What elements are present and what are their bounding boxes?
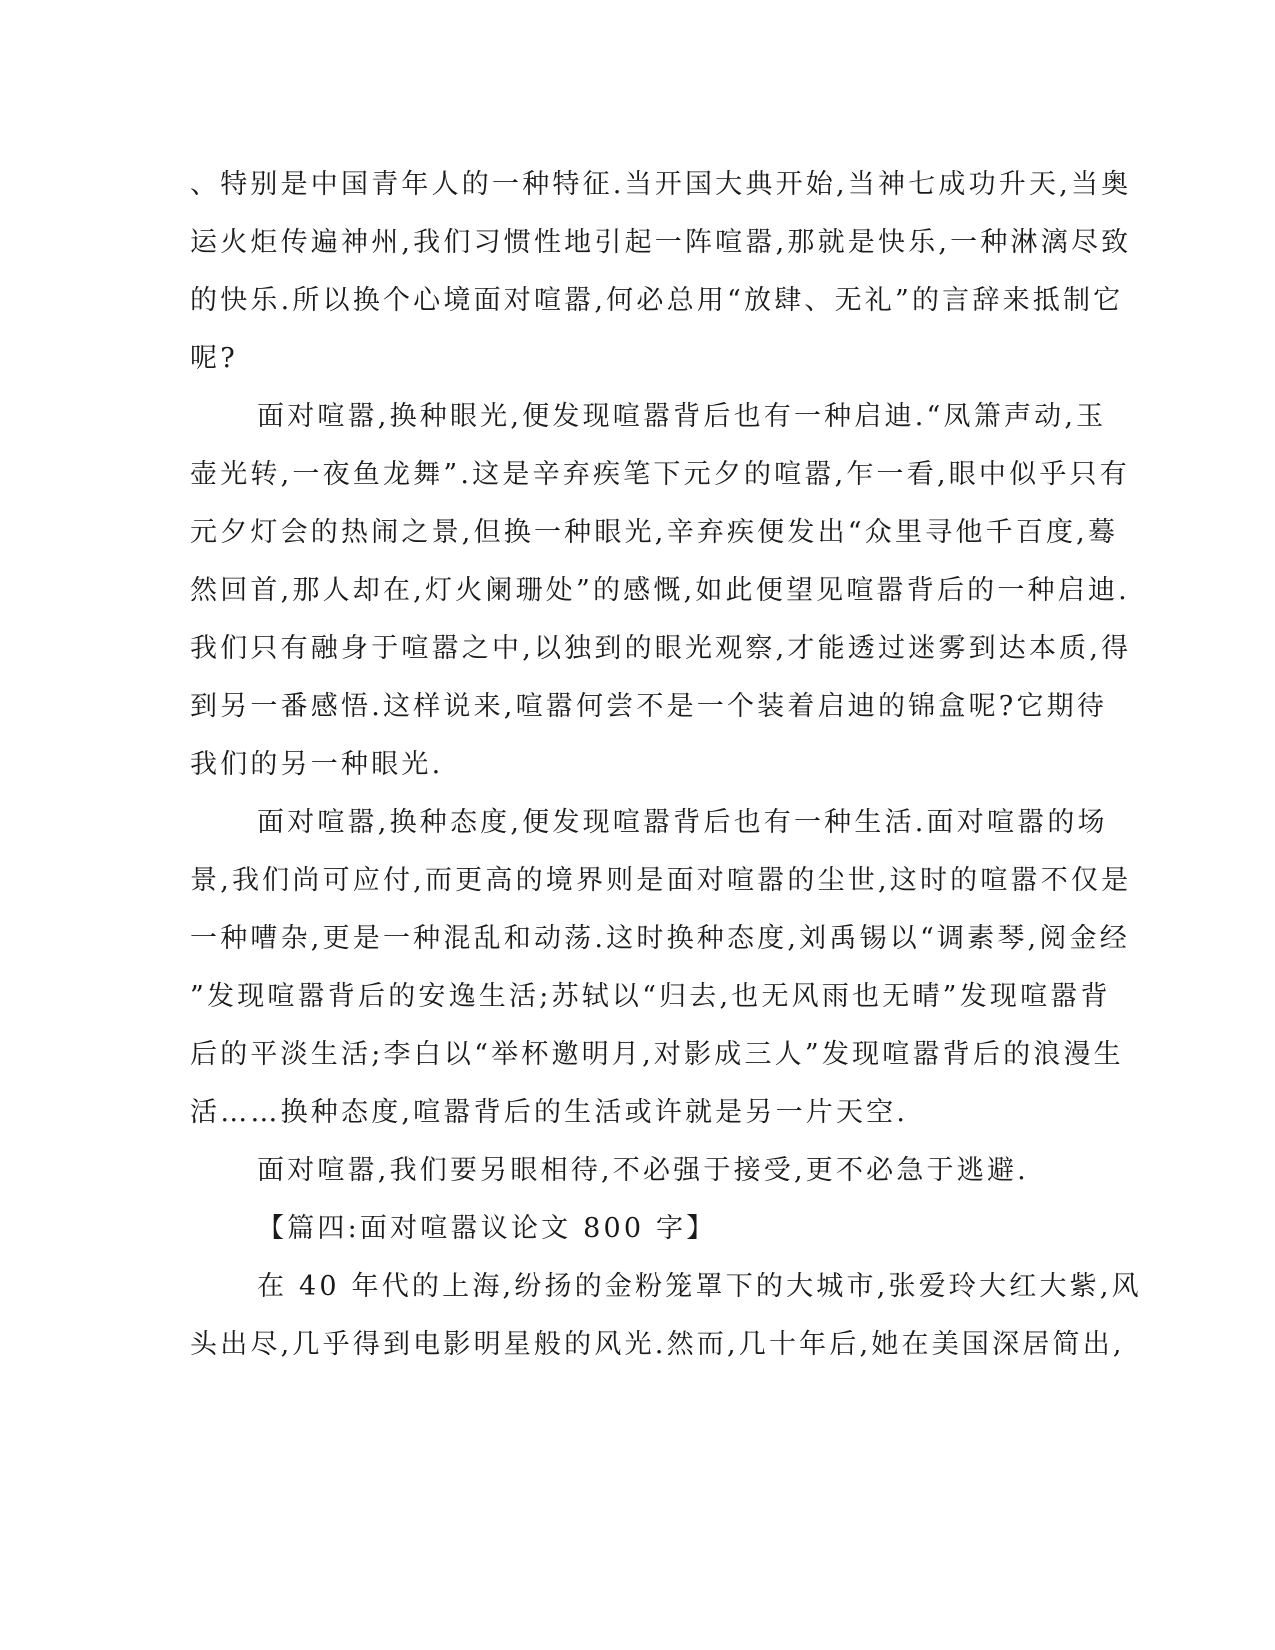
text-line: 元夕灯会的热闹之景,但换一种眼光,辛弃疾便发出“众里寻他千百度,蓦 — [190, 517, 1119, 548]
text-line: 、特别是中国青年人的一种特征.当开国大典开始,当神七成功升天,当奥 — [190, 169, 1132, 200]
text-line: 我们只有融身于喧嚣之中,以独到的眼光观察,才能透过迷雾到达本质,得 — [190, 633, 1132, 664]
text-line: 壶光转,一夜鱼龙舞”.这是辛弃疾笔下元夕的喧嚣,乍一看,眼中似乎只有 — [190, 459, 1130, 490]
text-line: 景,我们尚可应付,而更高的境界则是面对喧嚣的尘世,这时的喧嚣不仅是 — [190, 865, 1132, 896]
paragraph-start-line: 面对喧嚣,我们要另眼相待,不必强于接受,更不必急于逃避. — [257, 1155, 1029, 1186]
text-line: 头出尽,几乎得到电影明星般的风光.然而,几十年后,她在美国深居简出, — [190, 1329, 1125, 1360]
text-line: 然回首,那人却在,灯火阑珊处”的感慨,如此便望见喧嚣背后的一种启迪. — [190, 575, 1130, 606]
text-line: ”发现喧嚣背后的安逸生活;苏轼以“归去,也无风雨也无晴”发现喧嚣背 — [190, 981, 1111, 1012]
text-line: 到另一番感悟.这样说来,喧嚣何尝不是一个装着启迪的锦盒呢?它期待 — [190, 691, 1108, 722]
paragraph-start-line: 面对喧嚣,换种态度,便发现喧嚣背后也有一种生活.面对喧嚣的场 — [257, 807, 1108, 838]
text-line: 我们的另一种眼光. — [190, 749, 444, 780]
text-line: 的快乐.所以换个心境面对喧嚣,何必总用“放肆、无礼”的言辞来抵制它 — [190, 285, 1124, 316]
paragraph-start-line: 面对喧嚣,换种眼光,便发现喧嚣背后也有一种启迪.“凤箫声动,玉 — [257, 401, 1107, 432]
text-line: 活……换种态度,喧嚣背后的生活或许就是另一片天空. — [190, 1097, 909, 1128]
section-heading: 【篇四:面对喧嚣议论文 800 字】 — [257, 1213, 717, 1244]
text-line: 运火炬传遍神州,我们习惯性地引起一阵喧嚣,那就是快乐,一种淋漓尽致 — [190, 227, 1132, 258]
text-line: 一种嘈杂,更是一种混乱和动荡.这时换种态度,刘禹锡以“调素琴,阅金经 — [190, 923, 1130, 954]
text-line: 后的平淡生活;李白以“举杯邀明月,对影成三人”发现喧嚣背后的浪漫生 — [190, 1039, 1124, 1070]
text-line: 呢? — [190, 343, 238, 374]
paragraph-start-line: 在 40 年代的上海,纷扬的金粉笼罩下的大城市,张爱玲大红大紫,风 — [257, 1271, 1142, 1302]
